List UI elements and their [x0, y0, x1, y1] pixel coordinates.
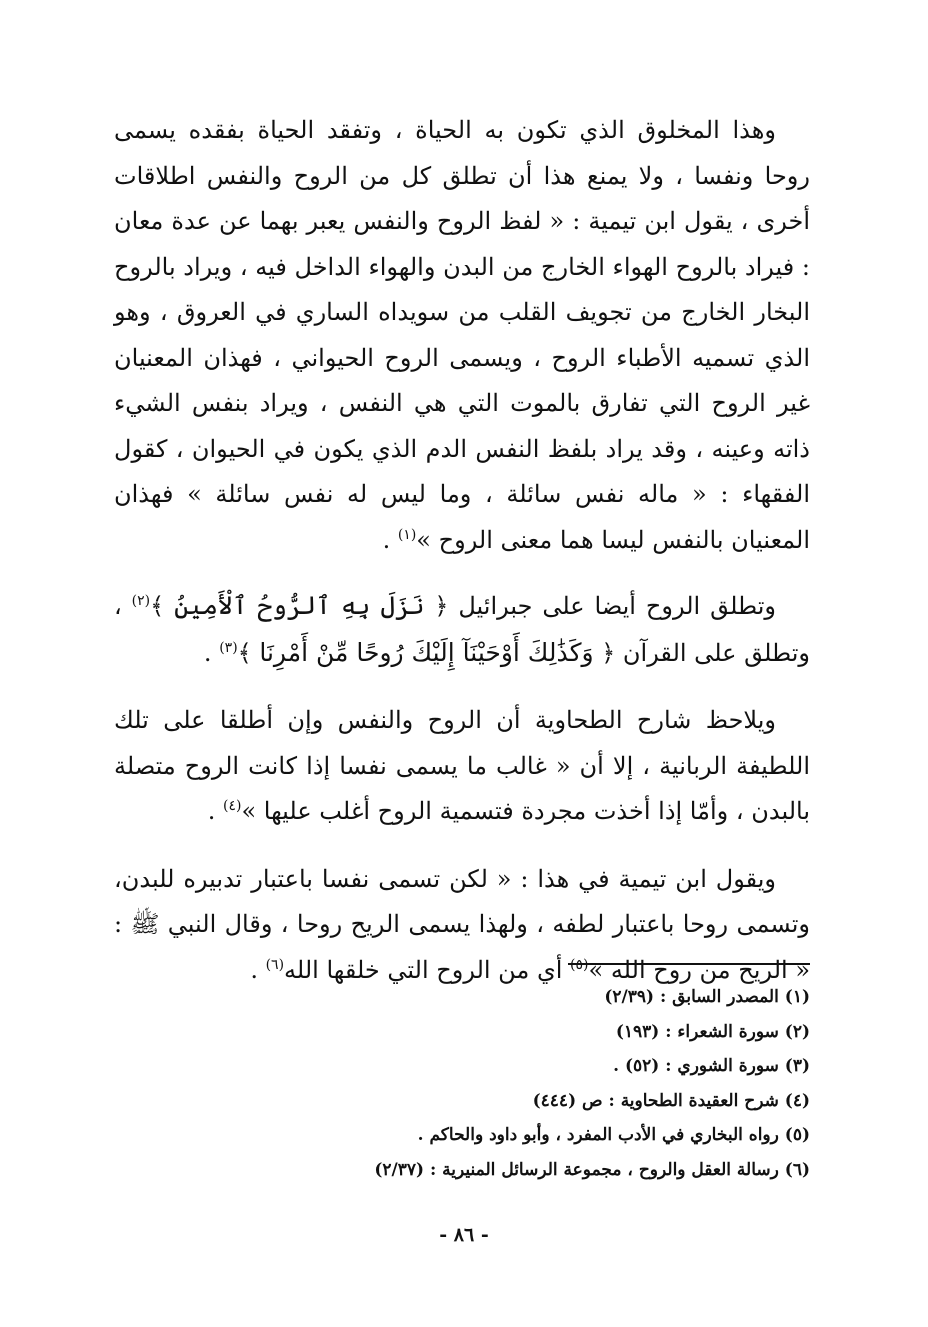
paragraph-2-text-d: ﴾: [237, 638, 260, 667]
paragraph-4-text: ويقول ابن تيمية في هذا : « لكن تسمى نفسا باعتبار تدبيره للبدن، وتسمى روحا باعتبار لطفه ، ولهذا يسمى الريح روحا ، وقال النبي ﷺ : « الريح من روح الله »: [114, 864, 810, 984]
footnote-3: (٣) سورة الشوري : (٥٢) .: [613, 1056, 810, 1076]
footnote-1: (١) المصدر السابق : (٢/٣٩): [604, 987, 810, 1007]
footnotes: [114, 980, 810, 1187]
paragraph-1-end: .: [382, 525, 398, 554]
footnote-ref-2: (٢): [131, 593, 151, 609]
paragraph-4: [114, 857, 810, 994]
footnote-separator: [568, 963, 810, 965]
main-text: [114, 108, 810, 1015]
paragraph-2-end: .: [203, 638, 220, 667]
paragraph-4-text-b: أي من الروح التي خلقها الله: [284, 955, 571, 984]
paragraph-2-text-b: ﴾: [150, 592, 175, 620]
paragraph-1: [114, 108, 810, 563]
footnote-5: (٥) رواه البخاري في الأدب المفرد ، وأبو داود والحاكم .: [417, 1125, 810, 1145]
footnote-ref-5: (٥): [570, 956, 589, 973]
footnote-ref-1: (١): [397, 526, 417, 543]
quran-verse-2: وَكَذَٰلِكَ أَوْحَيْنَآ إِلَيْكَ رُوحًا مِّنْ أَمْرِنَا: [259, 637, 594, 667]
paragraph-3-end: .: [207, 797, 224, 825]
paragraph-1-text: وهذا المخلوق الذي تكون به الحياة ، وتفقد الحياة بفقده يسمى روحا ونفسا ، ولا يمنع هذا أن تطلق كل من الروح والنفس اطلاقات أخرى ، يقول ابن تيمية : « لفظ الروح والنفس يعبر بهما عن عدة معان : فيراد بالروح الهواء الخارج من البدن والهواء الداخل فيه ، ويراد بالروح البخار الخارج من تجويف القلب من سويداه الساري في العروق ، وهو الذي تسميه الأطباء الروح ، ويسمى الروح الحيواني ، فهذان المعنيان غير الروح التي تفارق بالموت التي هي النفس ، ويراد بنفس الشيء ذاته وعينه ، وقد يراد بلفظ النفس الدم الذي يكون في الحيوان ، كقول الفقهاء : « ماله نفس سائلة ، وما ليس له نفس سائلة » فهذان المعنيان بالنفس ليسا هما معنى الروح »: [114, 116, 810, 554]
footnote-2: (٢) سورة الشعراء : (١٩٣): [615, 1021, 810, 1042]
footnote-ref-4: (٤): [223, 798, 242, 814]
footnote-6: (٦) رسالة العقل والروح ، مجموعة الرسائل المنيرية : (٢/٣٧): [374, 1159, 810, 1180]
paragraph-2-text-c: ، وتطلق على القرآن ﴿: [114, 592, 810, 667]
paragraph-2: [114, 583, 810, 676]
page-number: - ٨٦ -: [439, 1224, 489, 1246]
paragraph-3-text: ويلاحظ شارح الطحاوية أن الروح والنفس وإن أطلقا على تلك اللطيفة الربانية ، إلا أن « غالب ما يسمى نفسا إذا كانت الروح متصلة بالبدن ، وأمّا إذا أخذت مجردة فتسمية الروح أغلب عليها »: [114, 706, 810, 825]
quran-verse-1: نَزَلَ بِهِ ٱلرُّوحُ ٱلْأَمِينُ: [174, 591, 425, 620]
paragraph-3: [114, 698, 810, 835]
paragraph-4-end: .: [250, 955, 266, 984]
footnote-4: (٤) شرح العقيدة الطحاوية : ص (٤٤٤): [532, 1090, 810, 1111]
footnote-ref-3: (٣): [219, 639, 238, 656]
footnote-ref-6: (٦): [265, 956, 285, 973]
paragraph-2-text-a: وتطلق الروح أيضا على جبرائيل ﴿: [424, 592, 776, 620]
